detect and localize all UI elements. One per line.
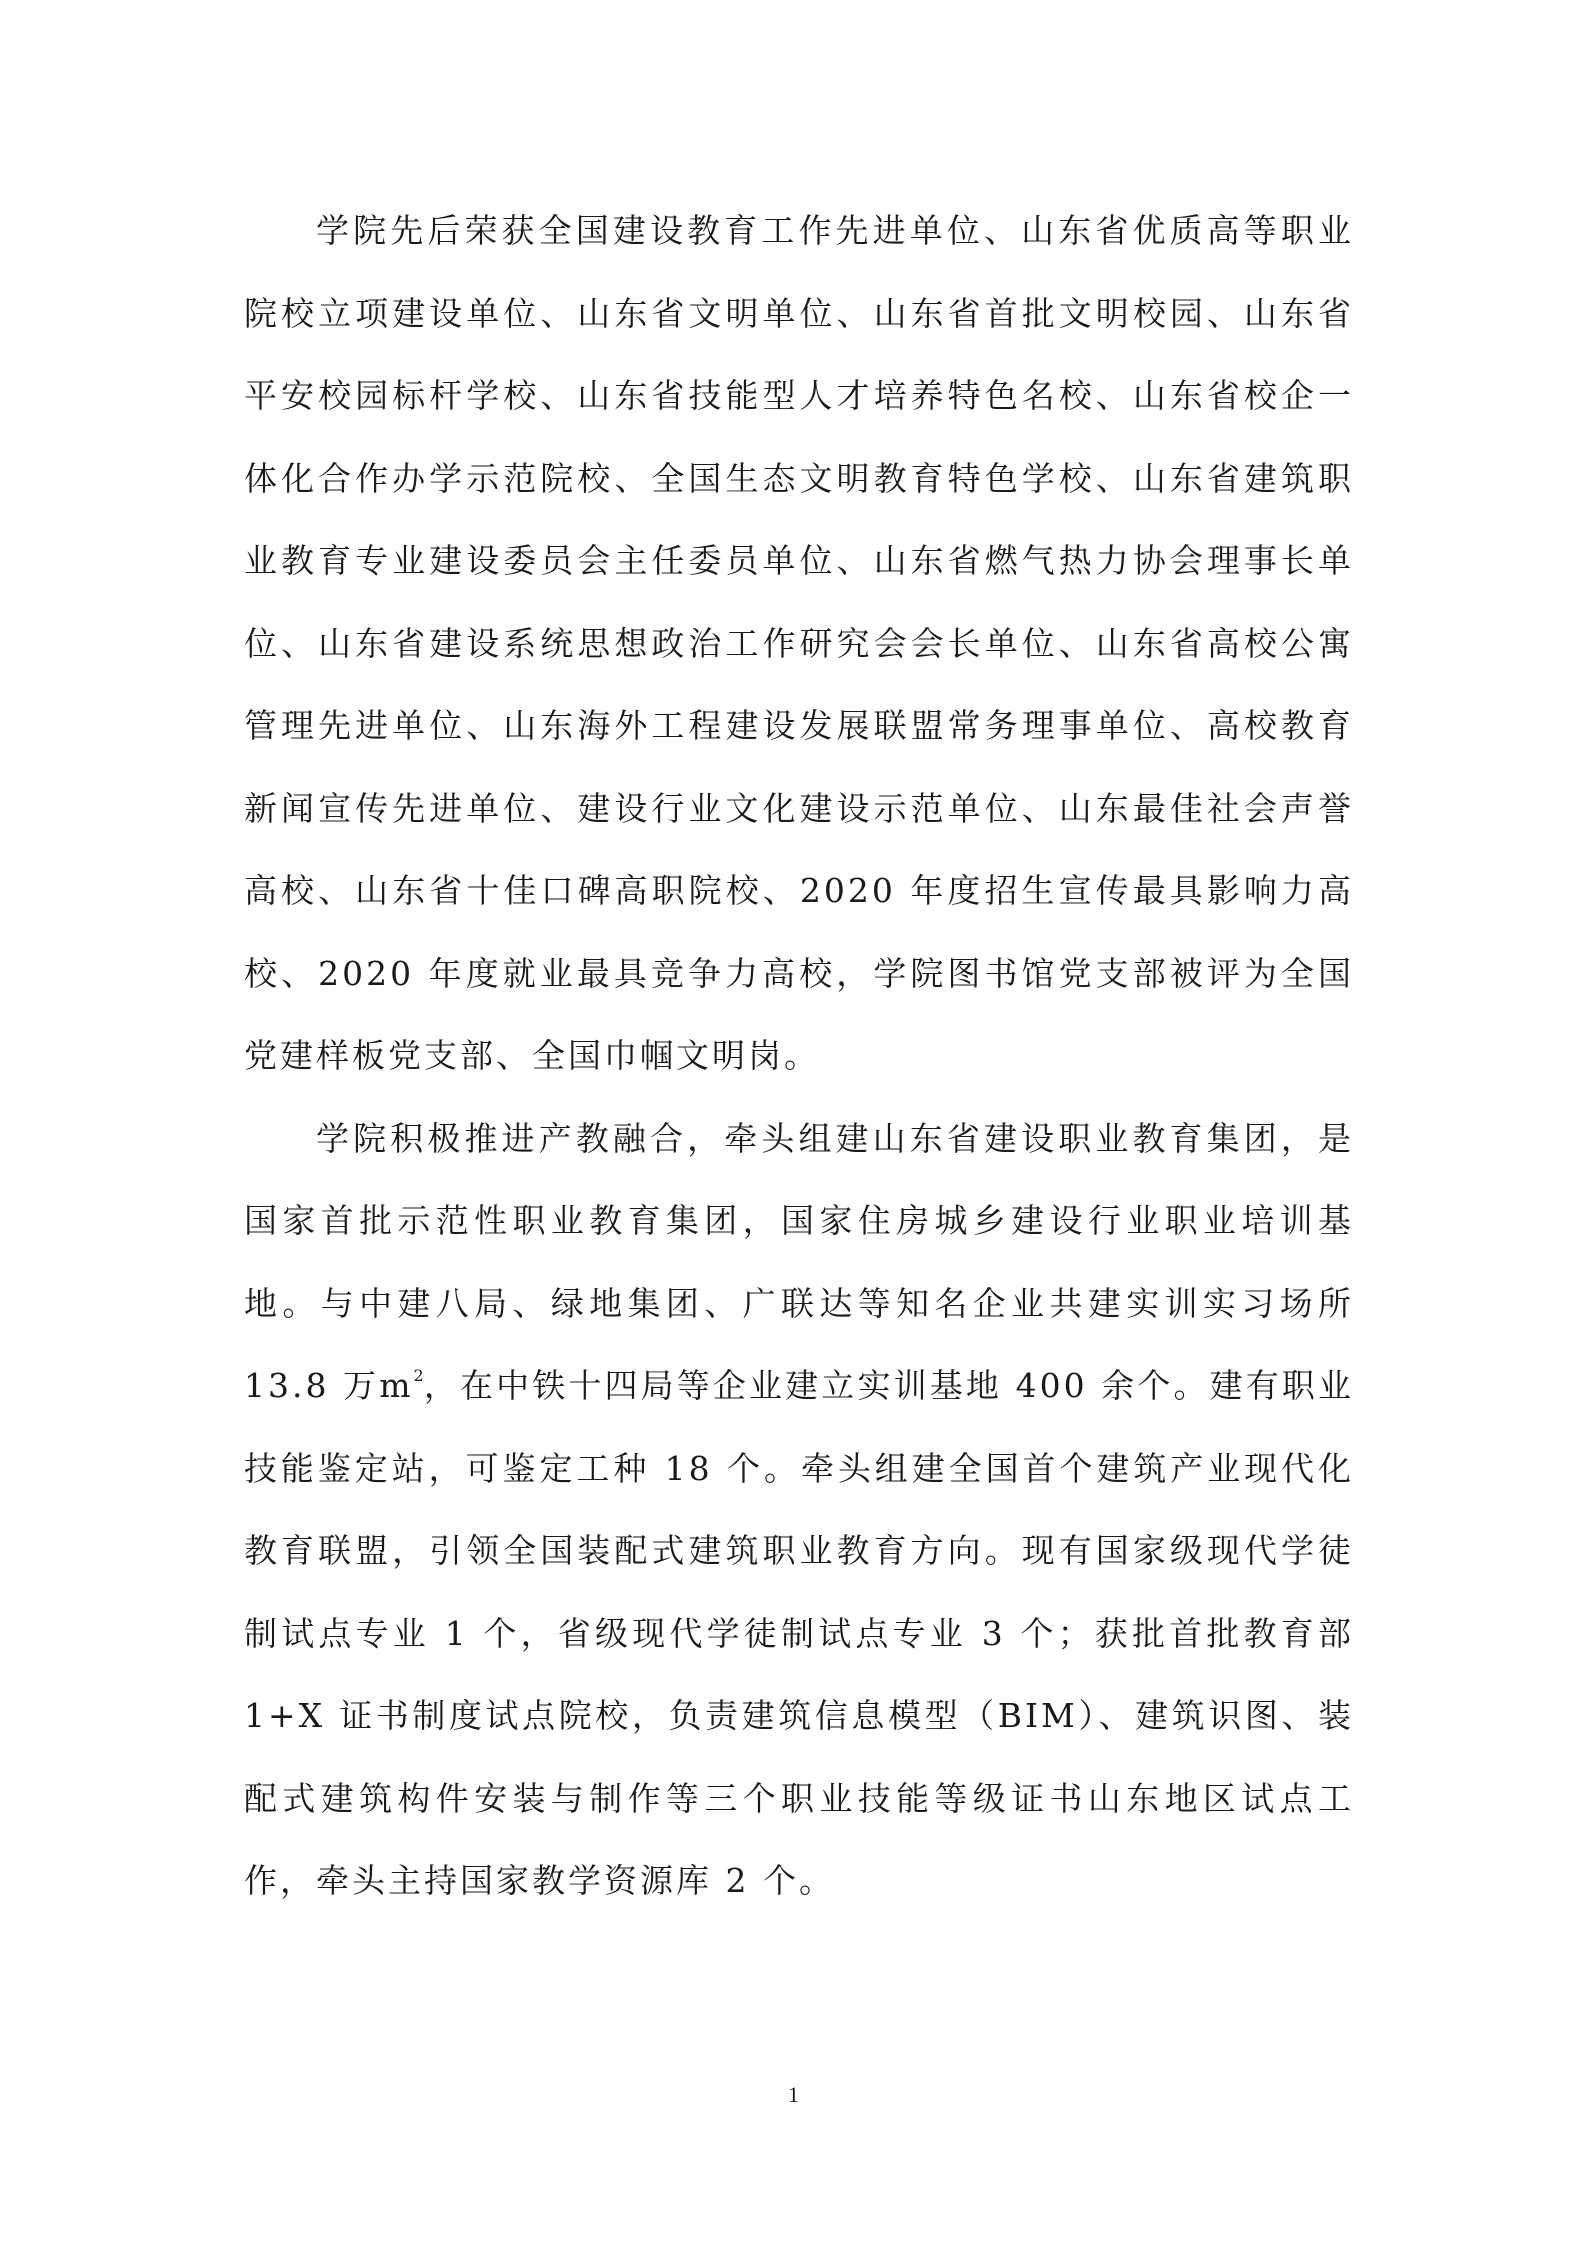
paragraph-honors-text: 学院先后荣获全国建设教育工作先进单位、山东省优质高等职业院校立项建设单位、山东省文明单位、山东省首批文明校园、山东省平安校园标杆学校、山东省技能型人才培养特色名校、山东省校企一体化合作办学示范院校、全国生态文明教育特色学校、山东省建筑职业教育专业建设委员会主任委员单位、山东省燃气热力协会理事长单位、山东省建设系统思想政治工作研究会会长单位、山东省高校公寓管理先进单位、山东海外工程建设发展联盟常务理事单位、高校教育新闻宣传先进单位、建设行业文化建设示范单位、山东最佳社会声誉高校、山东省十佳口碑高职院校、2020 年度招生宣传最具影响力高校、2020 年度就业最具竞争力高校，学院图书馆党支部被评为全国党建样板党支部、全国巾帼文明岗。 bbox=[244, 211, 1354, 1075]
body-text bbox=[244, 190, 1354, 1923]
page-number: 1 bbox=[788, 2082, 799, 2107]
area-unit-superscript: 2 bbox=[413, 1366, 424, 1385]
paragraph-industry-education bbox=[244, 1098, 1354, 1923]
paragraph-industry-text-part2: ，在中铁十四局等企业建立实训基地 400 余个。建有职业技能鉴定站，可鉴定工种 18 个。牵头组建全国首个建筑产业现代化教育联盟，引领全国装配式建筑职业教育方向。现有国家级现代学徒制试点专业 1 个，省级现代学徒制试点专业 3 个；获批首批教育部 1+X 证书制度试点院校，负责建筑信息模型（BIM）、建筑识图、装配式建筑构件安装与制作等三个职业技能等级证书山东地区试点工作，牵头主持国家教学资源库 2 个。 bbox=[244, 1366, 1354, 1900]
paragraph-industry-text-part1: 学院积极推进产教融合，牵头组建山东省建设职业教育集团，是国家首批示范性职业教育集团，国家住房城乡建设行业职业培训基地。与中建八局、绿地集团、广联达等知名企业共建实训实习场所13.8 万 bbox=[244, 1118, 1354, 1405]
paragraph-honors bbox=[244, 190, 1354, 1098]
area-unit: m bbox=[379, 1366, 414, 1405]
